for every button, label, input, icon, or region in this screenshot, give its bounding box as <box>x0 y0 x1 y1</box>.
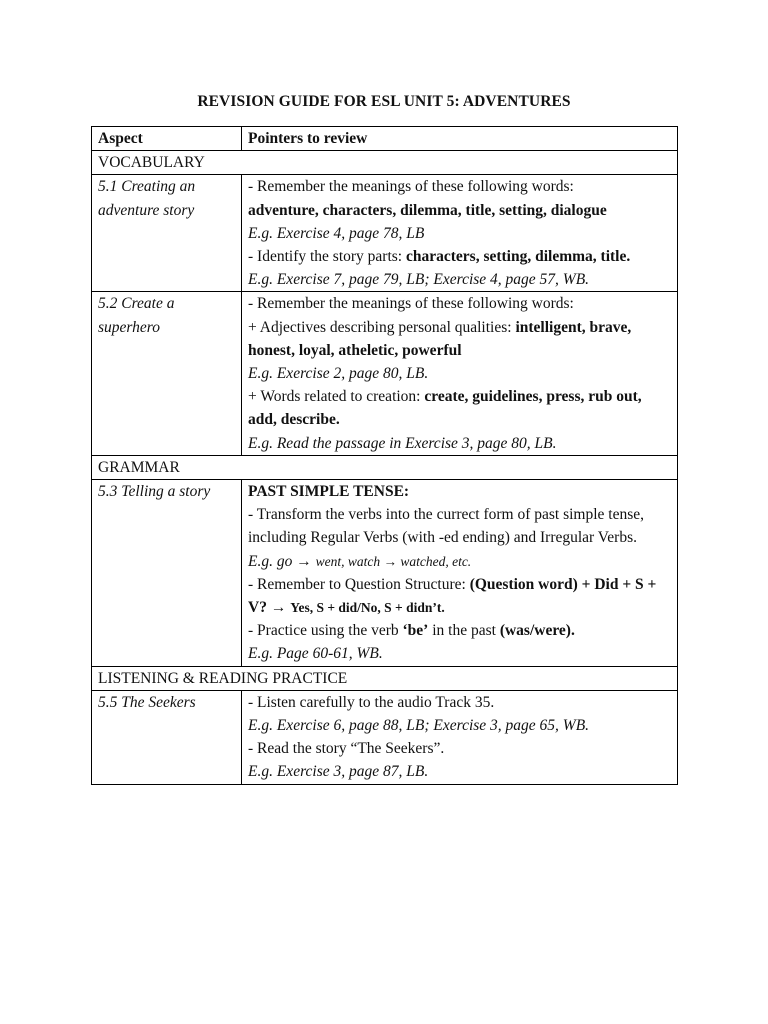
pointer-bold-small-text: Yes, S + did/No, S + didn’t. <box>290 600 445 616</box>
pointer-text: + Adjectives describing personal qualities: <box>248 318 516 336</box>
example-line <box>248 550 672 573</box>
pointer-line: - Read the story “The Seekers”. <box>248 740 445 758</box>
header-row <box>92 127 678 151</box>
pointer-text: in the past <box>428 622 500 640</box>
aspect-cell: 5.2 Create a superhero <box>92 292 242 455</box>
table-row <box>92 292 678 455</box>
example-line: E.g. Exercise 4, page 78, LB <box>248 224 425 242</box>
pointer-line: - Listen carefully to the audio Track 35. <box>248 693 495 711</box>
table-row <box>92 690 678 784</box>
revision-table <box>91 126 678 785</box>
section-row-grammar <box>92 455 678 479</box>
pointer-line: - Remember the meanings of these following words: <box>248 295 574 313</box>
aspect-cell: 5.5 The Seekers <box>92 690 242 784</box>
aspect-header: Aspect <box>92 127 242 151</box>
table-row <box>92 175 678 292</box>
section-row-listening <box>92 666 678 690</box>
section-heading: LISTENING & READING PRACTICE <box>92 666 678 690</box>
pointer-line <box>248 385 672 431</box>
section-heading: VOCABULARY <box>92 151 678 175</box>
pointers-cell <box>242 292 678 455</box>
aspect-cell: 5.1 Creating an adventure story <box>92 175 242 292</box>
pointer-line: - Remember the meanings of these following words: <box>248 178 574 196</box>
document-title: REVISION GUIDE FOR ESL UNIT 5: ADVENTURES <box>197 93 571 110</box>
pointers-cell <box>242 690 678 784</box>
section-heading: GRAMMAR <box>92 455 678 479</box>
example-text: E.g. go → <box>248 552 316 570</box>
example-line: E.g. Exercise 7, page 79, LB; Exercise 4, page 57, WB. <box>248 271 590 289</box>
pointer-text: - Remember to Question Structure: <box>248 575 470 593</box>
example-line: E.g. Read the passage in Exercise 3, page 80, LB. <box>248 434 557 452</box>
aspect-cell: 5.3 Telling a story <box>92 480 242 667</box>
pointer-bold-text: intelligent, brave, honest, loyal, atheletic, powerful <box>248 318 632 359</box>
pointers-cell <box>242 480 678 667</box>
pointer-bold-text: characters, setting, dilemma, title. <box>405 248 631 266</box>
pointer-bold-text: (Question word) + Did + S + V? → <box>248 575 657 617</box>
pointer-line: adventure, characters, dilemma, title, setting, dialogue <box>248 201 607 219</box>
example-line: E.g. Exercise 6, page 88, LB; Exercise 3, page 65, WB. <box>248 717 590 735</box>
pointer-text: - Identify the story parts: <box>248 248 406 266</box>
pointer-line: - Transform the verbs into the currect form of past simple tense, including Regular Verbs (with -ed ending) and Irregular Verbs. <box>248 506 645 547</box>
example-line: E.g. Exercise 2, page 80, LB. <box>248 365 429 383</box>
pointer-line <box>248 619 672 642</box>
example-small-text: went, watch → watched, etc. <box>315 553 472 569</box>
pointer-line <box>248 573 672 619</box>
pointer-bold-text: ‘be’ <box>402 622 429 640</box>
section-row-vocabulary <box>92 151 678 175</box>
example-line: E.g. Page 60-61, WB. <box>248 645 383 663</box>
pointer-bold-text: (was/were). <box>499 622 575 640</box>
pointer-line <box>248 316 672 362</box>
pointer-line: PAST SIMPLE TENSE: <box>248 483 410 501</box>
pointer-text: - Practice using the verb <box>248 622 403 640</box>
pointers-header: Pointers to review <box>242 127 678 151</box>
pointer-line <box>248 245 672 268</box>
pointers-cell <box>242 175 678 292</box>
pointer-bold-text: create, guidelines, press, rub out, add, describe. <box>248 388 642 429</box>
example-line: E.g. Exercise 3, page 87, LB. <box>248 763 429 781</box>
pointer-text: + Words related to creation: <box>248 388 425 406</box>
table-row <box>92 480 678 667</box>
